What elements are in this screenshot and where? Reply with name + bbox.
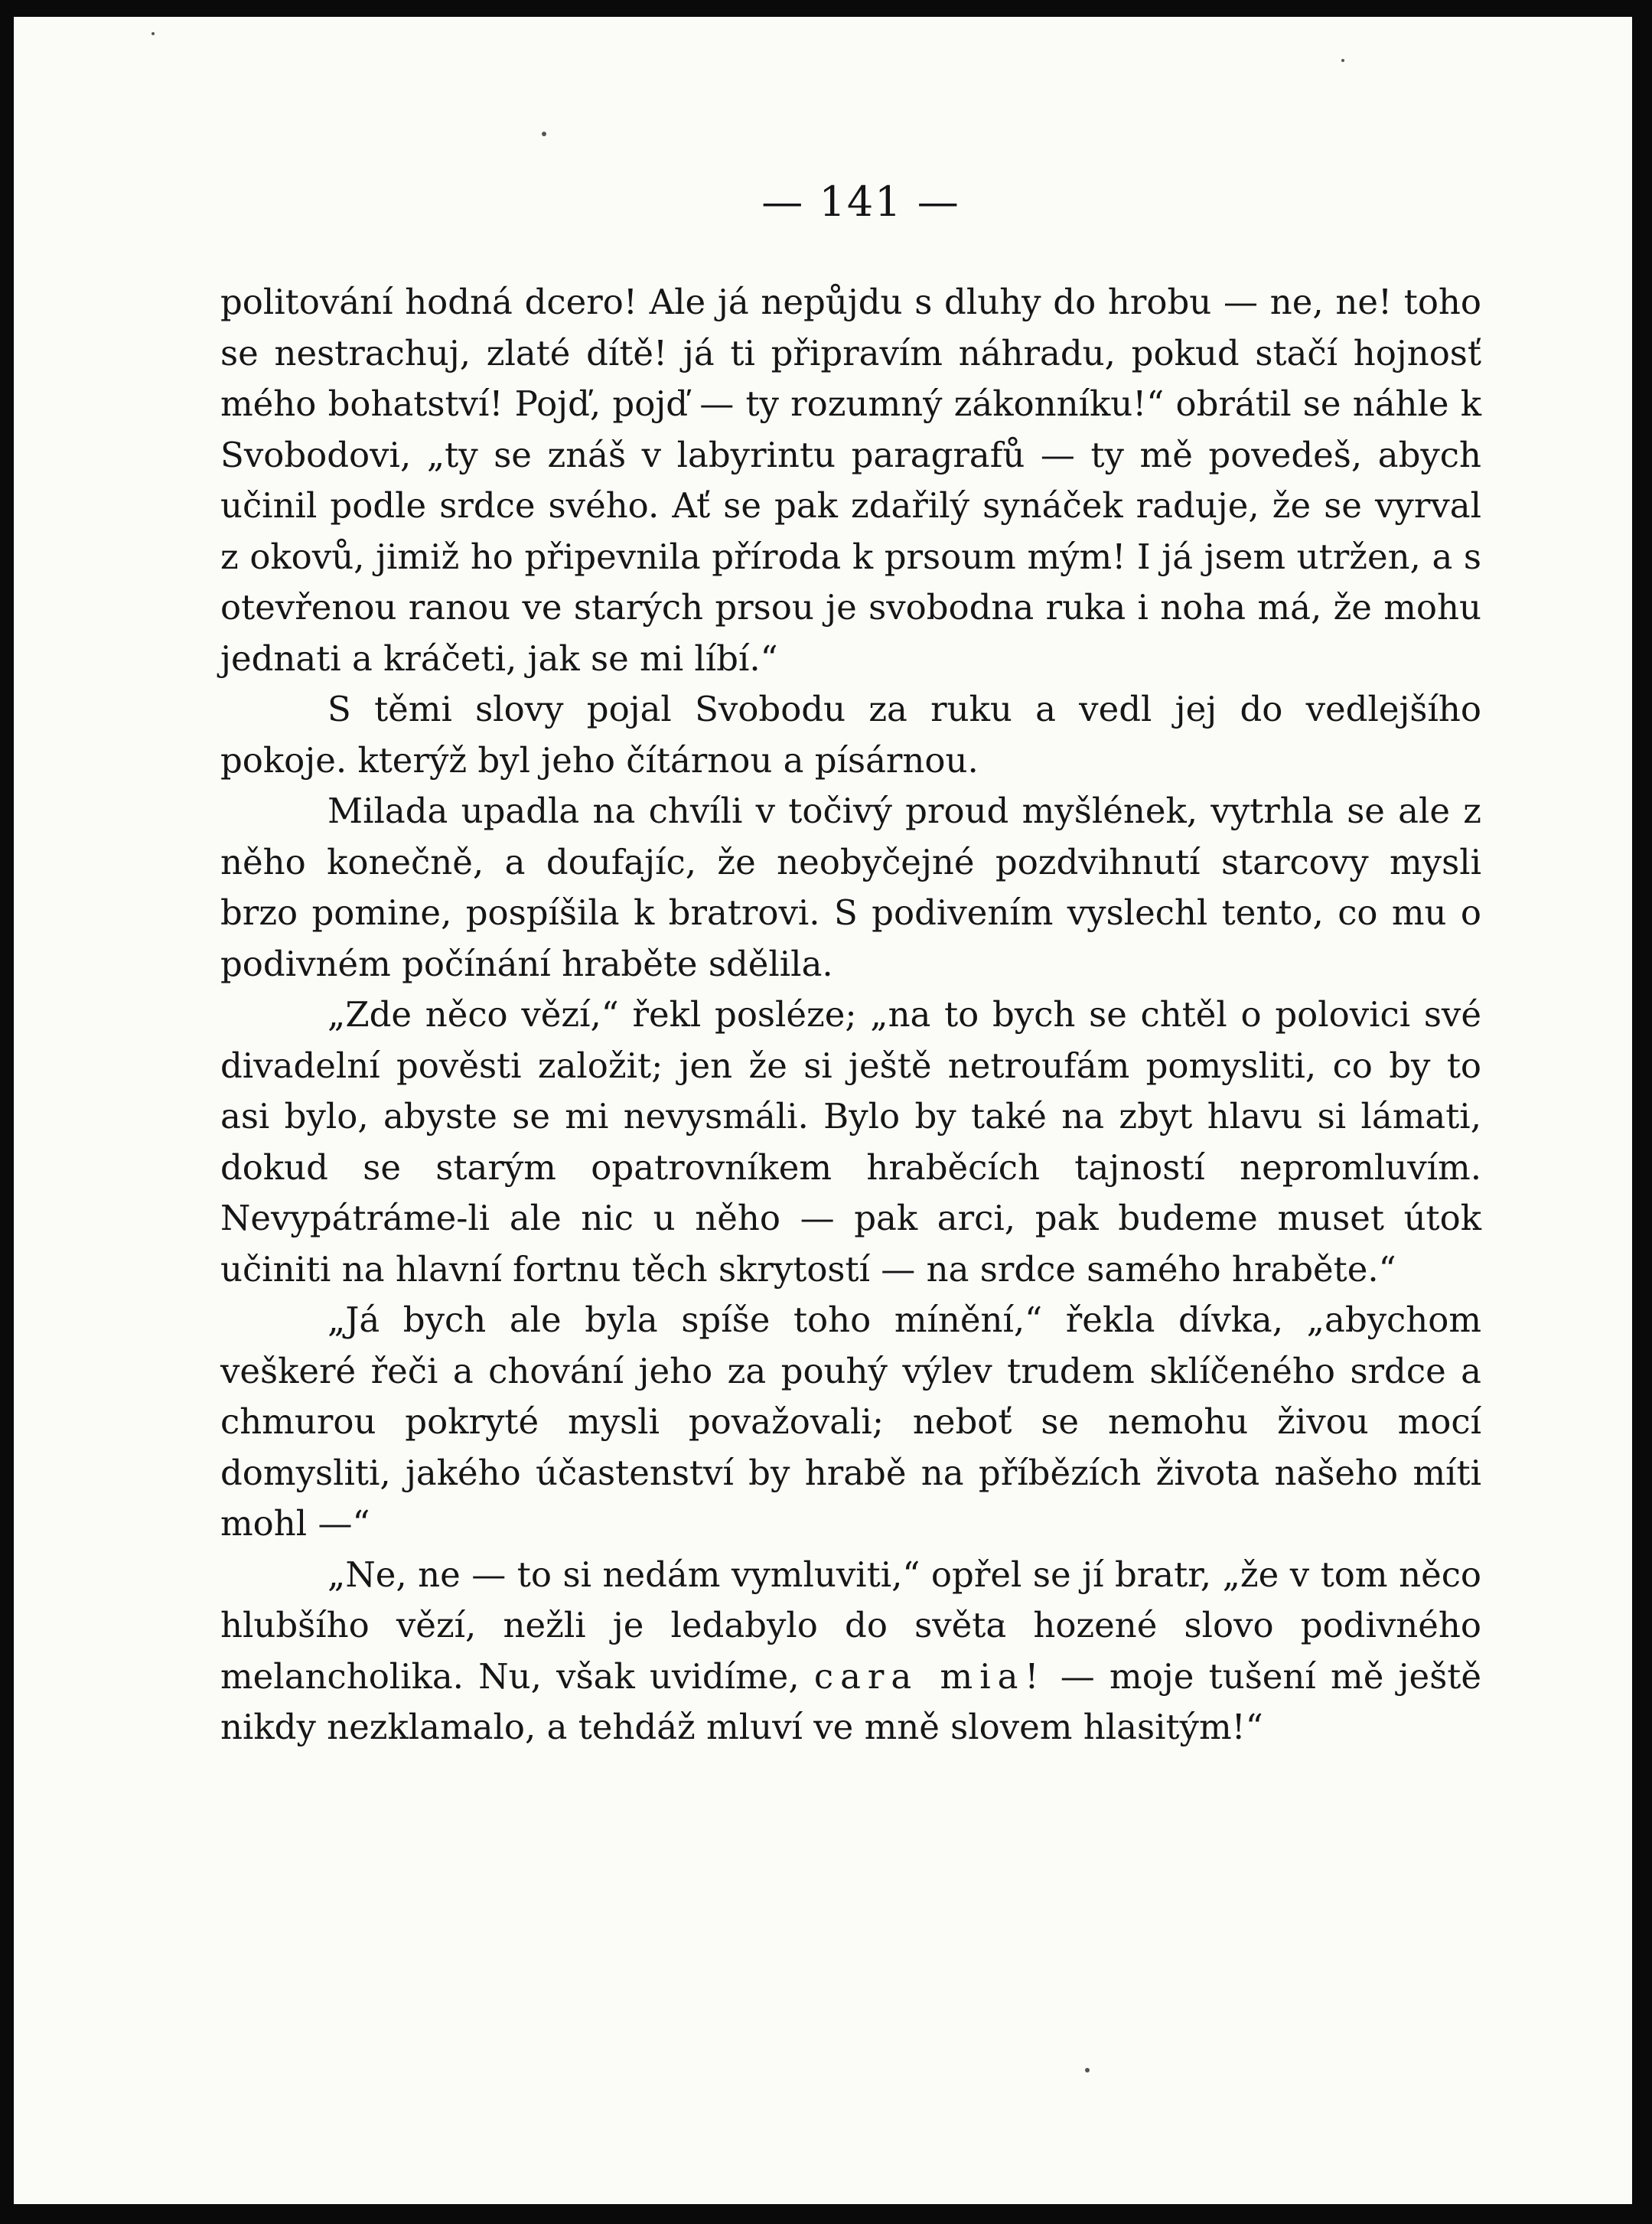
page-number: — 141 — [761, 178, 960, 226]
paragraph: politování hodná dcero! Ale já nepůjdu s dluhy do hrobu — ne, ne! toho se nestrachuj, zlaté dítě! já ti připravím náhradu, pokud stačí hojnosť mého bohatství! Pojď, pojď — ty rozumný zákonníku!“ obrátil se náhle k Svobodovi, „ty se znáš v labyrintu paragrafů — ty mě povedeš, abych učinil podle srdce svého. Ať se pak zdařilý synáček raduje, že se vyrval z okovů, jimiž ho připevnila příroda k prsoum mým! I já jsem utržen, a s otevřenou ranou ve starých prsou je svobodna ruka i noha má, že mohu jednati a kráčeti, jak se mi líbí.“ [220, 282, 1481, 679]
paragraph: S těmi slovy pojal Svobodu za ruku a vedl jej do vedlejšího pokoje. kterýž byl jeho čítárnou a písárnou. [220, 689, 1481, 781]
paragraph-text: — moje tušení mě ještě nikdy nezklamalo, a tehdáž mluví ve mně slovem hlasitým!“ [220, 1655, 1481, 1747]
spaced-emphasis: cara mia! [813, 1655, 1046, 1697]
scan-speck [542, 132, 546, 136]
scan-speck [1341, 59, 1344, 62]
paragraph: „Já bych ale byla spíše toho mínění,“ řekla dívka, „abychom veškeré řeči a chování jeho za pouhý výlev trudem sklíčeného srdce a chmurou pokryté mysli považovali; neboť se nemohu živou mocí domysliti, jakého účastenství by hrabě na příbězích života našeho míti mohl —“ [220, 1300, 1481, 1544]
paragraph: „Zde něco vězí,“ řekl posléze; „na to bych se chtěl o polovici své divadelní pověsti založit; jen že si ještě netroufám pomysliti, co by to asi bylo, abyste se mi nevysmáli. Bylo by také na zbyt hlavu si lámati, dokud se starým opatrovníkem hraběcích tajností nepromluvím. Nevypátráme-li ale nic u něho — pak arci, pak budeme muset útok učiniti na hlavní fortnu těch skrytostí — na srdce samého hraběte.“ [220, 994, 1481, 1290]
body-text [220, 277, 1481, 1753]
paragraph: Milada upadla na chvíli v točivý proud myšlének, vytrhla se ale z něho konečně, a doufajíc, že neobyčejné pozdvihnutí starcovy mysli brzo pomine, pospíšila k bratrovi. S podivením vyslechl tento, co mu o podivném počínání hraběte sdělila. [220, 791, 1481, 984]
paragraph-text: „Ne, ne — to si nedám vymluviti,“ opřel se jí bratr, „že v tom něco hlubšího vězí, nežli je ledabylo do světa hozené slovo podivného melancholika. Nu, však uvidíme, [220, 1554, 1481, 1697]
scan-speck [1085, 2068, 1090, 2072]
paragraph [220, 1550, 1481, 1753]
scan-speck [152, 32, 155, 35]
